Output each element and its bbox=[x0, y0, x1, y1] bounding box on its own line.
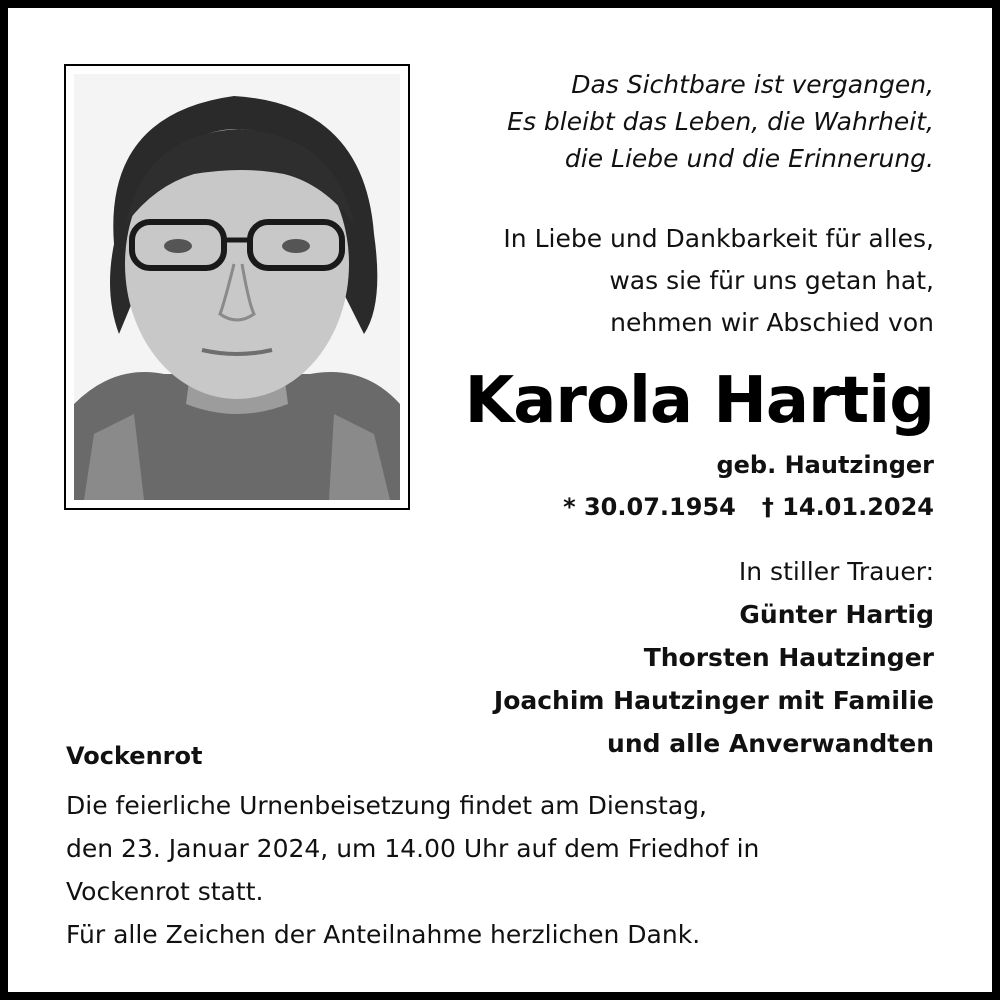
deceased-name: Karola Hartig bbox=[464, 364, 934, 438]
service-line: Die feierliche Urnenbeisetzung findet am Dienstag, bbox=[66, 791, 707, 820]
poem-line: Das Sichtbare ist vergangen, bbox=[571, 70, 934, 99]
service-line: den 23. Januar 2024, um 14.00 Uhr auf dem Friedhof in bbox=[66, 834, 760, 863]
birth-name: geb. Hautzinger bbox=[716, 451, 934, 479]
funeral-service-info bbox=[66, 784, 946, 956]
mourner-name: und alle Anverwandten bbox=[607, 729, 934, 758]
portrait-photo bbox=[74, 74, 400, 500]
mourners-heading: In stiller Trauer: bbox=[738, 557, 934, 586]
intro-line: In Liebe und Dankbarkeit für alles, bbox=[503, 224, 934, 253]
intro-line: nehmen wir Abschied von bbox=[610, 308, 934, 337]
mourner-name: Thorsten Hautzinger bbox=[643, 643, 934, 672]
portrait-photo-frame bbox=[64, 64, 410, 510]
mourner-name: Joachim Hautzinger mit Familie bbox=[493, 686, 934, 715]
poem-line: Es bleibt das Leben, die Wahrheit, bbox=[507, 107, 934, 136]
poem-verse bbox=[434, 66, 934, 177]
poem-line: die Liebe und die Erinnerung. bbox=[564, 144, 934, 173]
death-date: † 14.01.2024 bbox=[761, 493, 934, 521]
mourners-block bbox=[374, 550, 934, 765]
birth-date: * 30.07.1954 bbox=[563, 493, 736, 521]
mourner-name: Günter Hartig bbox=[739, 600, 934, 629]
life-dates bbox=[434, 490, 934, 524]
service-line: Vockenrot statt. bbox=[66, 877, 264, 906]
service-line: Für alle Zeichen der Anteilnahme herzlichen Dank. bbox=[66, 920, 701, 949]
location-name: Vockenrot bbox=[66, 742, 203, 770]
intro-line: was sie für uns getan hat, bbox=[609, 266, 934, 295]
farewell-intro bbox=[414, 218, 934, 344]
